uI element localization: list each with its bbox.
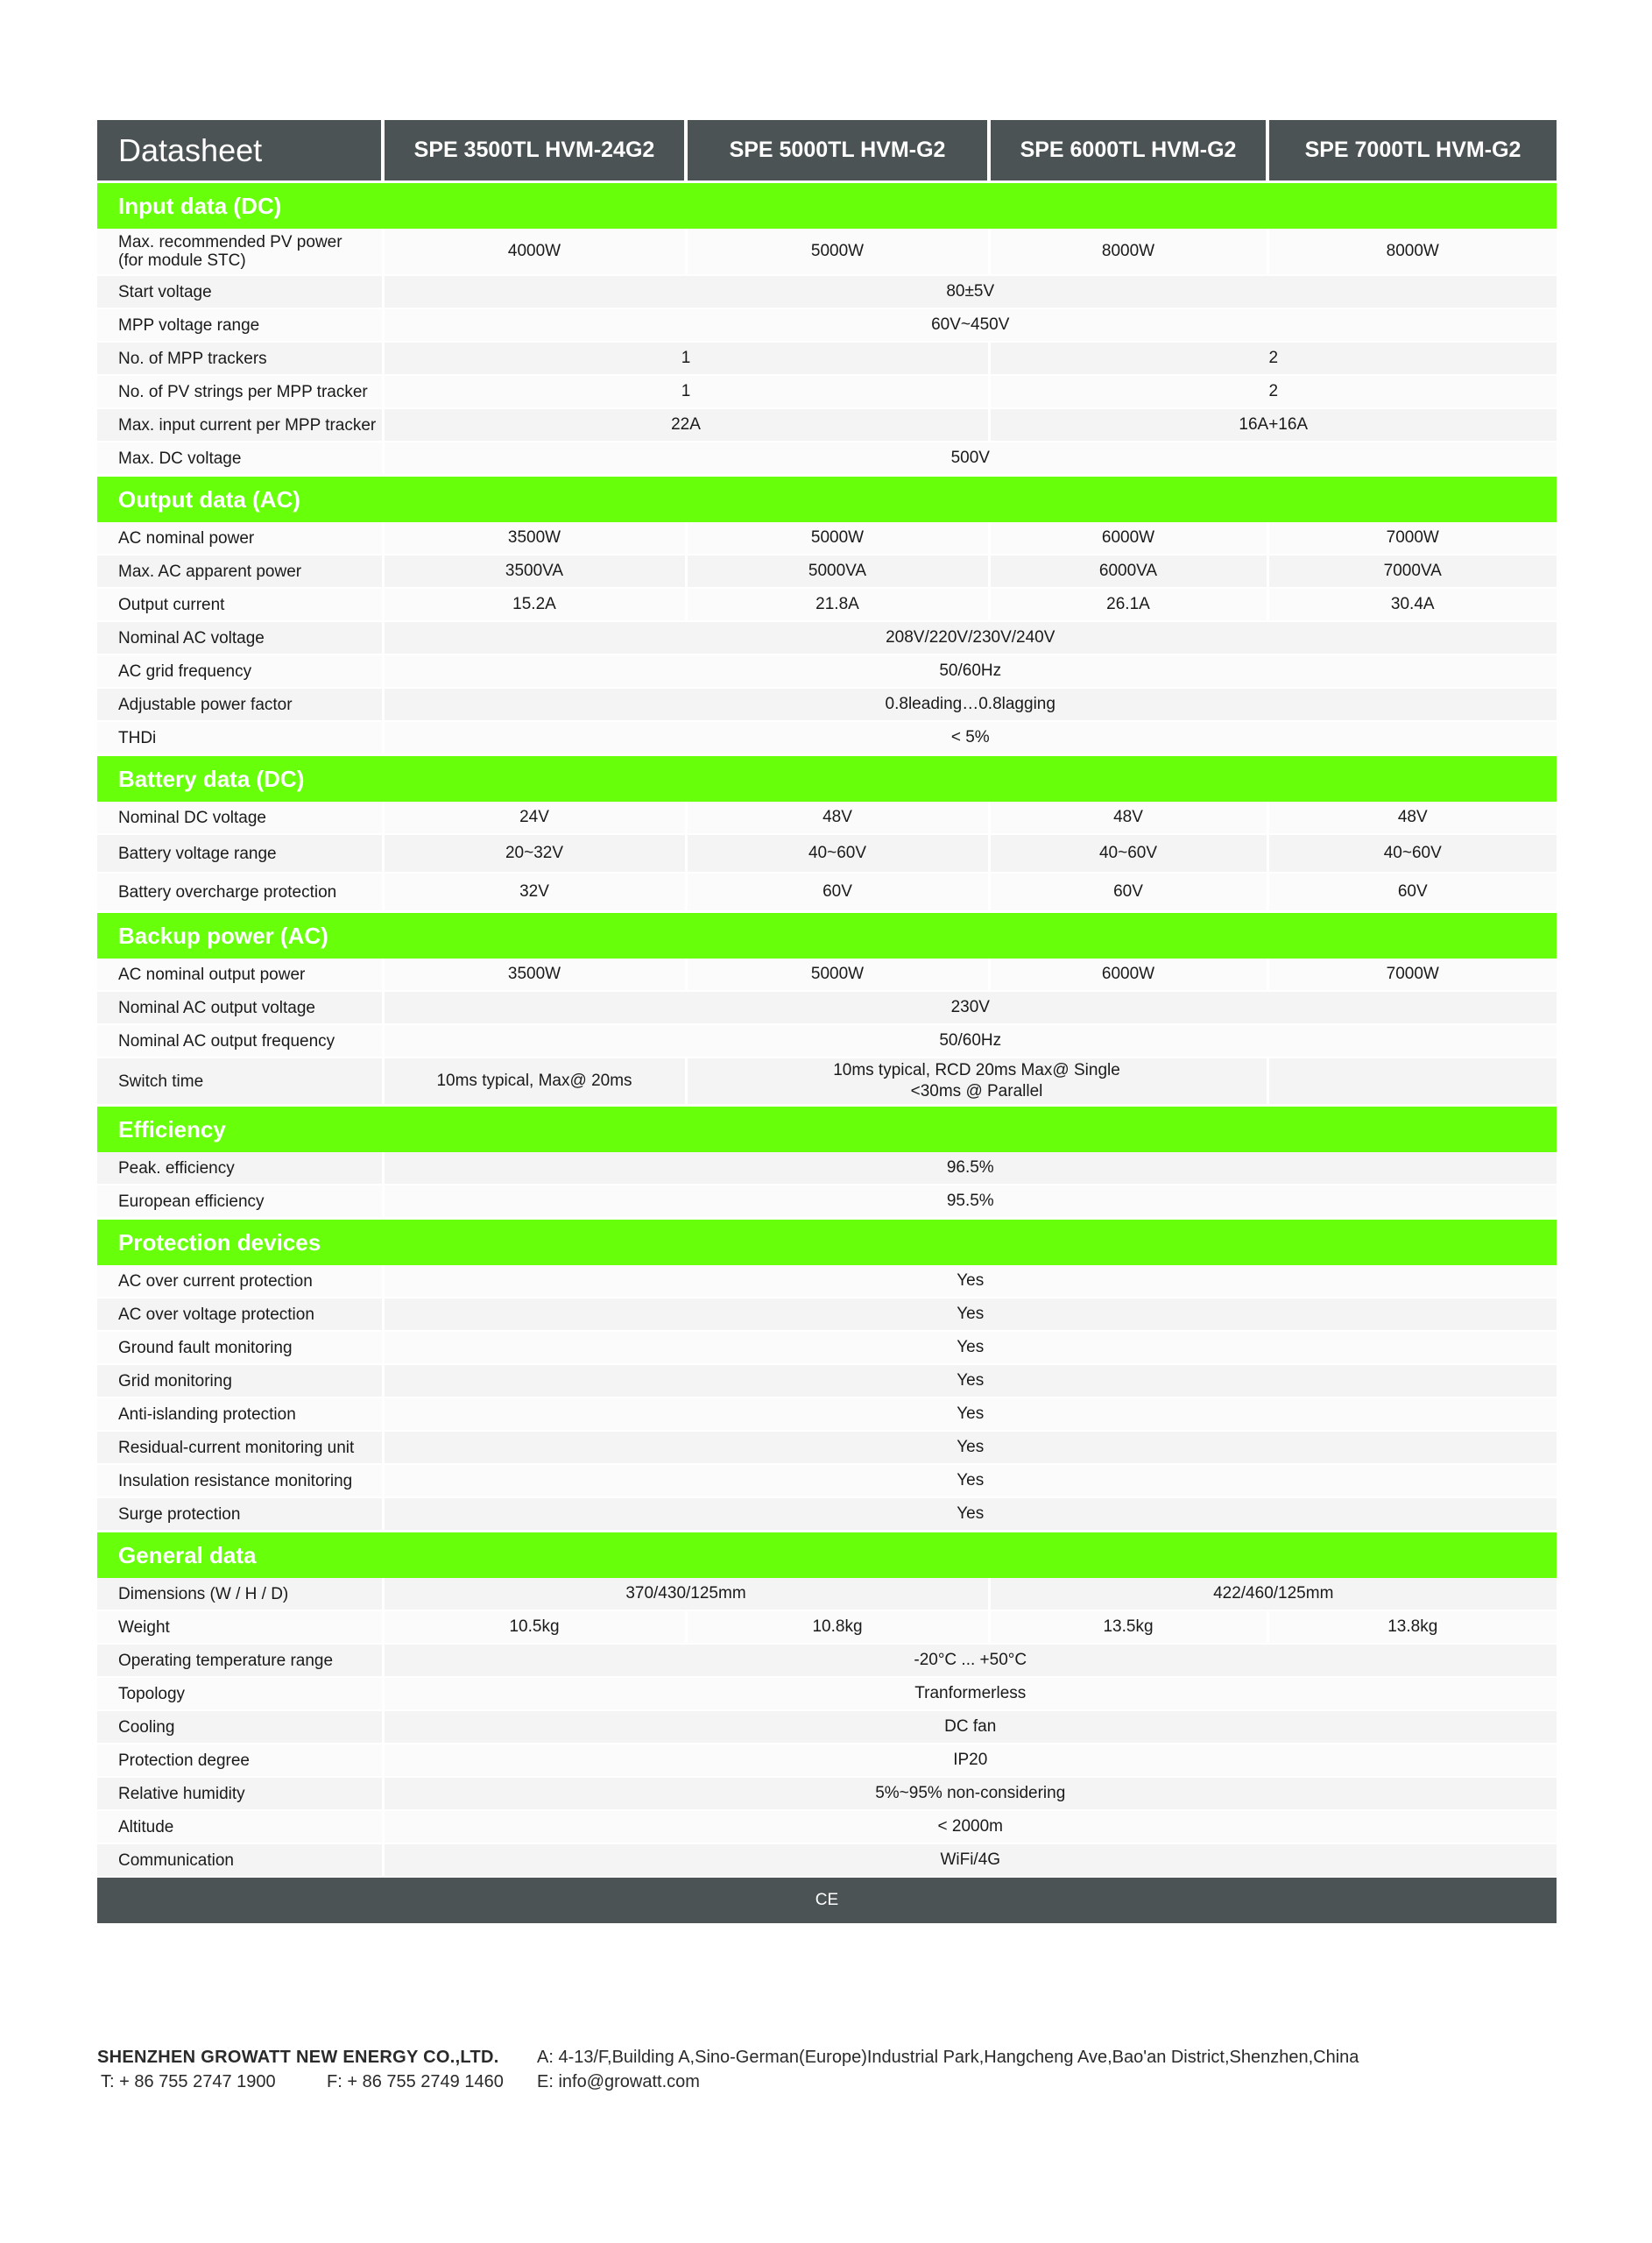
spec-value: < 2000m: [383, 1810, 1557, 1843]
spec-label-line: Max. AC apparent power: [118, 562, 302, 581]
footer-line-2: [97, 2070, 1569, 2094]
spec-label-line: Topology: [118, 1684, 186, 1703]
spec-value: -20°C ... +50°C: [383, 1644, 1557, 1677]
section-header: [97, 182, 1557, 230]
spec-label: [97, 408, 383, 442]
spec-label: [97, 555, 383, 588]
spec-value: 370/430/125mm: [383, 1578, 989, 1610]
spec-value: Yes: [383, 1265, 1557, 1298]
spec-row: [97, 1497, 1557, 1532]
spec-value: 13.5kg: [989, 1610, 1267, 1644]
spec-row: [97, 522, 1557, 555]
spec-label: [97, 1397, 383, 1431]
spec-label-line: AC nominal power: [118, 528, 255, 548]
spec-label-line: Max. DC voltage: [118, 449, 242, 468]
spec-value: Yes: [383, 1464, 1557, 1497]
spec-row: [97, 375, 1557, 408]
spec-value: 5000W: [686, 522, 989, 555]
spec-label: [97, 873, 383, 912]
spec-label: [97, 442, 383, 476]
spec-label-line: Dimensions (W / H / D): [118, 1584, 289, 1603]
spec-value: 22A: [383, 408, 989, 442]
spec-row: [97, 1397, 1557, 1431]
spec-label: [97, 342, 383, 375]
spec-value: 5000W: [686, 959, 989, 991]
spec-value: 6000VA: [989, 555, 1267, 588]
section-header: [97, 912, 1557, 959]
spec-label: [97, 1810, 383, 1843]
spec-value: 60V: [1267, 873, 1557, 912]
spec-label: [97, 834, 383, 873]
spec-label-line: AC over voltage protection: [118, 1305, 314, 1324]
spec-label-line: Nominal AC output voltage: [118, 998, 315, 1017]
spec-label-line: Protection degree: [118, 1751, 250, 1770]
spec-label: [97, 1744, 383, 1777]
spec-value: 8000W: [1267, 229, 1557, 275]
spec-label: [97, 1710, 383, 1744]
spec-label: [97, 275, 383, 308]
spec-label: [97, 802, 383, 834]
spec-row: [97, 1265, 1557, 1298]
section-title: Protection devices: [97, 1219, 1557, 1266]
spec-label-line: Operating temperature range: [118, 1651, 334, 1670]
spec-label-line: Battery overcharge protection: [118, 882, 337, 902]
spec-value: 0.8leading…0.8lagging: [383, 688, 1557, 721]
spec-value: 30.4A: [1267, 588, 1557, 621]
spec-label-line: Nominal DC voltage: [118, 808, 266, 827]
spec-value: 6000W: [989, 522, 1267, 555]
spec-value: 7000W: [1267, 522, 1557, 555]
spec-label-line: AC nominal output power: [118, 965, 306, 984]
model-header: SPE 5000TL HVM-G2: [686, 120, 989, 182]
spec-label-line: Communication: [118, 1850, 234, 1870]
spec-row: [97, 1744, 1557, 1777]
spec-row: [97, 621, 1557, 655]
spec-label-line: Altitude: [118, 1817, 174, 1836]
spec-label: [97, 308, 383, 342]
spec-row: [97, 342, 1557, 375]
header-row: [97, 120, 1557, 182]
spec-value: 3500VA: [383, 555, 686, 588]
spec-value: 96.5%: [383, 1152, 1557, 1185]
spec-label: [97, 1265, 383, 1298]
spec-label: [97, 375, 383, 408]
spec-value: 26.1A: [989, 588, 1267, 621]
spec-row: [97, 1710, 1557, 1744]
spec-row: [97, 834, 1557, 873]
spec-value: 40~60V: [1267, 834, 1557, 873]
spec-label-line: AC grid frequency: [118, 662, 252, 681]
spec-value: Yes: [383, 1497, 1557, 1532]
spec-label-line: Insulation resistance monitoring: [118, 1471, 353, 1490]
spec-value: 21.8A: [686, 588, 989, 621]
table-body: [97, 182, 1557, 1878]
spec-row: [97, 1677, 1557, 1710]
spec-value: 10.5kg: [383, 1610, 686, 1644]
spec-value: 32V: [383, 873, 686, 912]
spec-label: [97, 1152, 383, 1185]
spec-label-line: Relative humidity: [118, 1784, 245, 1803]
spec-label: [97, 1464, 383, 1497]
spec-label-line: Output current: [118, 595, 225, 614]
spec-label: [97, 1777, 383, 1810]
spec-label-line: Nominal AC voltage: [118, 628, 265, 647]
spec-value: 422/460/125mm: [989, 1578, 1557, 1610]
spec-label-line: Surge protection: [118, 1504, 241, 1524]
spec-value: 50/60Hz: [383, 655, 1557, 688]
section-title: General data: [97, 1532, 1557, 1579]
spec-label: [97, 991, 383, 1024]
spec-value: 230V: [383, 991, 1557, 1024]
spec-label: [97, 522, 383, 555]
spec-row: [97, 275, 1557, 308]
spec-value: WiFi/4G: [383, 1843, 1557, 1877]
spec-label-line: Residual-current monitoring unit: [118, 1438, 355, 1457]
spec-value: 16A+16A: [989, 408, 1557, 442]
spec-label: [97, 1058, 383, 1106]
section-header: [97, 476, 1557, 523]
spec-value: 60V: [686, 873, 989, 912]
spec-row: [97, 1464, 1557, 1497]
company-name: SHENZHEN GROWATT NEW ENERGY CO.,LTD.: [97, 2048, 499, 2067]
spec-value: 48V: [1267, 802, 1557, 834]
datasheet-table: [97, 120, 1557, 1923]
spec-label-line: Max. recommended PV power: [118, 233, 342, 251]
spec-label: [97, 1843, 383, 1877]
spec-label: [97, 1364, 383, 1397]
spec-row: [97, 408, 1557, 442]
company-email: E: info@growatt.com: [537, 2072, 700, 2091]
spec-row: [97, 991, 1557, 1024]
spec-row: [97, 1644, 1557, 1677]
certification-value: CE: [97, 1877, 1557, 1923]
spec-row: [97, 442, 1557, 476]
spec-label: [97, 1185, 383, 1219]
spec-value: 7000W: [1267, 959, 1557, 991]
model-header: SPE 6000TL HVM-G2: [989, 120, 1267, 182]
company-phone: T: + 86 755 2747 1900: [101, 2072, 276, 2091]
model-header: SPE 7000TL HVM-G2: [1267, 120, 1557, 182]
company-footer: [97, 2045, 1569, 2094]
section-header: [97, 1532, 1557, 1579]
spec-row: [97, 229, 1557, 275]
spec-value-line: 10ms typical, RCD 20ms Max@ Single: [833, 1061, 1120, 1079]
spec-label: [97, 1610, 383, 1644]
spec-label: [97, 1644, 383, 1677]
spec-value: 40~60V: [989, 834, 1267, 873]
spec-label: [97, 1677, 383, 1710]
section-title: Efficiency: [97, 1106, 1557, 1153]
section-header: [97, 1219, 1557, 1266]
spec-row: [97, 1331, 1557, 1364]
spec-row: [97, 1578, 1557, 1610]
spec-value: [1267, 1058, 1557, 1106]
spec-value: 1: [383, 342, 989, 375]
spec-label: [97, 688, 383, 721]
spec-row: [97, 1431, 1557, 1464]
model-header: SPE 3500TL HVM-24G2: [383, 120, 686, 182]
spec-value: 5000VA: [686, 555, 989, 588]
spec-value: IP20: [383, 1744, 1557, 1777]
spec-value: Yes: [383, 1397, 1557, 1431]
spec-value: 208V/220V/230V/240V: [383, 621, 1557, 655]
spec-row: [97, 688, 1557, 721]
spec-label-line: Adjustable power factor: [118, 695, 293, 714]
spec-row: [97, 721, 1557, 755]
spec-row: [97, 1024, 1557, 1058]
spec-row: [97, 308, 1557, 342]
spec-row: [97, 1610, 1557, 1644]
spec-value: 60V~450V: [383, 308, 1557, 342]
spec-value: 15.2A: [383, 588, 686, 621]
spec-value: 500V: [383, 442, 1557, 476]
spec-row: [97, 1777, 1557, 1810]
spec-label: [97, 1431, 383, 1464]
company-fax: F: + 86 755 2749 1460: [327, 2072, 504, 2091]
spec-row: [97, 588, 1557, 621]
spec-value: Yes: [383, 1331, 1557, 1364]
spec-row: [97, 655, 1557, 688]
spec-row: [97, 1843, 1557, 1877]
spec-value: 10ms typical, Max@ 20ms: [383, 1058, 686, 1106]
section-title: Input data (DC): [97, 182, 1557, 230]
spec-label: [97, 721, 383, 755]
spec-value: < 5%: [383, 721, 1557, 755]
spec-value: 48V: [686, 802, 989, 834]
spec-value: 48V: [989, 802, 1267, 834]
spec-label-line: Grid monitoring: [118, 1371, 232, 1390]
spec-value: 1: [383, 375, 989, 408]
spec-value: 20~32V: [383, 834, 686, 873]
spec-row: [97, 1298, 1557, 1331]
spec-value: 3500W: [383, 959, 686, 991]
spec-value: 80±5V: [383, 275, 1557, 308]
spec-label: [97, 655, 383, 688]
spec-value: [686, 1058, 1267, 1106]
spec-label-line: Max. input current per MPP tracker: [118, 415, 377, 435]
company-address: A: 4-13/F,Building A,Sino-German(Europe)Industrial Park,Hangcheng Ave,Bao'an District,Shenzhen,China: [537, 2048, 1359, 2067]
spec-value: 5%~95% non-considering: [383, 1777, 1557, 1810]
spec-label-line: European efficiency: [118, 1192, 265, 1211]
spec-row: [97, 555, 1557, 588]
spec-value: 60V: [989, 873, 1267, 912]
spec-label-line: Cooling: [118, 1717, 175, 1737]
spec-label-line: No. of PV strings per MPP tracker: [118, 382, 368, 401]
spec-value: 3500W: [383, 522, 686, 555]
spec-value: DC fan: [383, 1710, 1557, 1744]
spec-value: 13.8kg: [1267, 1610, 1557, 1644]
footer-line-1: [97, 2045, 1569, 2070]
spec-label-line: (for module STC): [118, 251, 246, 270]
spec-label-line: Nominal AC output frequency: [118, 1031, 335, 1051]
spec-label-line: No. of MPP trackers: [118, 349, 267, 368]
spec-value: Yes: [383, 1431, 1557, 1464]
spec-value: Tranformerless: [383, 1677, 1557, 1710]
spec-row: [97, 959, 1557, 991]
spec-value: 95.5%: [383, 1185, 1557, 1219]
spec-label-line: Start voltage: [118, 282, 212, 301]
section-header: [97, 755, 1557, 803]
datasheet: [97, 120, 1557, 1923]
spec-label-line: Ground fault monitoring: [118, 1338, 293, 1357]
section-header: [97, 1106, 1557, 1153]
spec-row: [97, 1185, 1557, 1219]
spec-value: Yes: [383, 1298, 1557, 1331]
spec-row: [97, 1364, 1557, 1397]
spec-value-line: <30ms @ Parallel: [910, 1082, 1043, 1100]
certification-row: [97, 1877, 1557, 1923]
spec-label: [97, 959, 383, 991]
spec-value: 2: [989, 375, 1557, 408]
spec-value: 6000W: [989, 959, 1267, 991]
spec-row: [97, 1152, 1557, 1185]
spec-label: [97, 621, 383, 655]
spec-value: 24V: [383, 802, 686, 834]
spec-label-line: Anti-islanding protection: [118, 1405, 296, 1424]
spec-label-line: Battery voltage range: [118, 844, 277, 863]
spec-label-line: Weight: [118, 1617, 170, 1637]
spec-label-line: Switch time: [118, 1072, 204, 1091]
section-title: Battery data (DC): [97, 755, 1557, 803]
section-title: Backup power (AC): [97, 912, 1557, 959]
spec-label-line: AC over current protection: [118, 1271, 313, 1291]
spec-label-line: Peak. efficiency: [118, 1158, 235, 1178]
spec-value: 8000W: [989, 229, 1267, 275]
datasheet-title: Datasheet: [97, 120, 383, 182]
spec-value: 10.8kg: [686, 1610, 989, 1644]
spec-value: 7000VA: [1267, 555, 1557, 588]
spec-label: [97, 1298, 383, 1331]
spec-value: 5000W: [686, 229, 989, 275]
spec-label: [97, 588, 383, 621]
spec-value: 50/60Hz: [383, 1024, 1557, 1058]
spec-label: [97, 229, 383, 275]
spec-value: 2: [989, 342, 1557, 375]
section-title: Output data (AC): [97, 476, 1557, 523]
spec-row: [97, 802, 1557, 834]
spec-row: [97, 1810, 1557, 1843]
spec-label: [97, 1331, 383, 1364]
spec-label: [97, 1578, 383, 1610]
spec-label: [97, 1497, 383, 1532]
spec-label-line: THDi: [118, 728, 157, 747]
spec-row: [97, 1058, 1557, 1106]
spec-label: [97, 1024, 383, 1058]
spec-value: 40~60V: [686, 834, 989, 873]
spec-value: Yes: [383, 1364, 1557, 1397]
spec-row: [97, 873, 1557, 912]
spec-label-line: MPP voltage range: [118, 315, 260, 335]
spec-value: 4000W: [383, 229, 686, 275]
